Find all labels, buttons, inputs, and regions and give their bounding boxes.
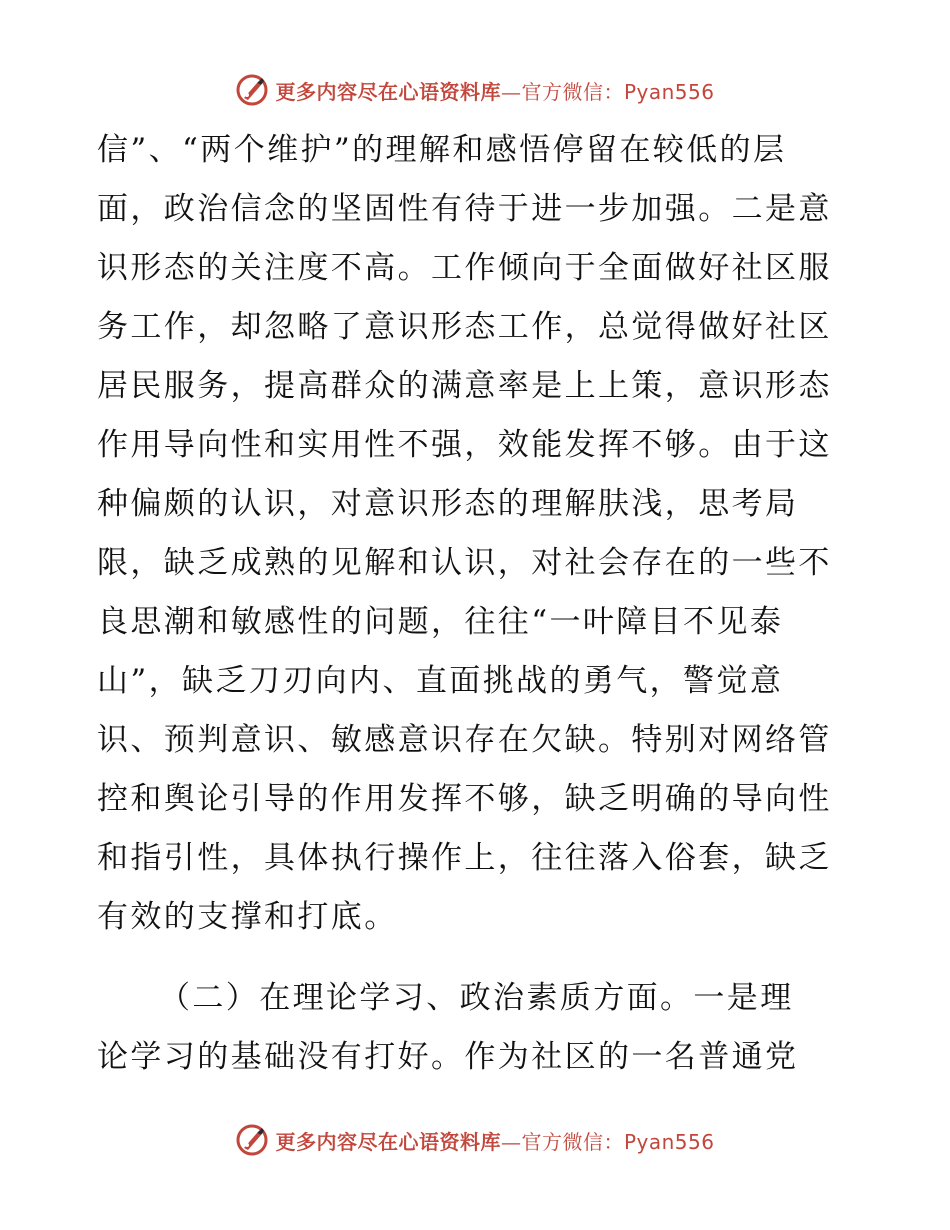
text-line: 作用导向性和实用性不强，效能发挥不够。由于这	[97, 427, 832, 463]
paragraph-gap	[97, 947, 857, 969]
text-line: 务工作，却忽略了意识形态工作，总觉得做好社区	[97, 309, 832, 345]
text-line: （二）在理论学习、政治素质方面。一是理	[159, 980, 794, 1016]
footer-banner-text: 更多内容尽在心语资料库	[275, 1129, 501, 1154]
text-line: 山”，缺乏刀刃向内、直面挑战的勇气，警觉意	[97, 663, 784, 699]
header-wechat-label: 官方微信：Pyan556	[521, 79, 715, 104]
document-body	[97, 121, 857, 1087]
paragraph-2	[97, 969, 857, 1087]
text-line: 识形态的关注度不高。工作倾向于全面做好社区服	[97, 250, 832, 286]
text-line: 种偏颇的认识，对意识形态的理解肤浅，思考局	[97, 486, 799, 522]
quill-logo-icon	[235, 73, 269, 107]
footer-wechat-label: 官方微信：Pyan556	[521, 1129, 715, 1154]
footer-separator: —	[500, 1129, 522, 1154]
text-line: 有效的支撑和打底。	[97, 899, 398, 935]
header-banner	[0, 72, 950, 108]
text-line: 限，缺乏成熟的见解和认识，对社会存在的一些不	[97, 545, 832, 581]
text-line: 控和舆论引导的作用发挥不够，缺乏明确的导向性	[97, 781, 832, 817]
text-line: 信”、“两个维护”的理解和感悟停留在较低的层	[97, 132, 787, 168]
text-line: 识、预判意识、敏感意识存在欠缺。特别对网络管	[97, 722, 832, 758]
text-line: 面，政治信念的坚固性有待于进一步加强。二是意	[97, 191, 832, 227]
paragraph-1	[97, 121, 857, 947]
text-line: 和指引性，具体执行操作上，往往落入俗套，缺乏	[97, 840, 832, 876]
text-line: 居民服务，提高群众的满意率是上上策，意识形态	[97, 368, 832, 404]
quill-logo-icon	[235, 1123, 269, 1157]
text-line: 良思潮和敏感性的问题，往往“一叶障目不见泰	[97, 604, 784, 640]
header-separator: —	[500, 79, 522, 104]
footer-banner	[0, 1122, 950, 1158]
header-banner-text: 更多内容尽在心语资料库	[275, 79, 501, 104]
text-line: 论学习的基础没有打好。作为社区的一名普通党	[97, 1039, 799, 1075]
